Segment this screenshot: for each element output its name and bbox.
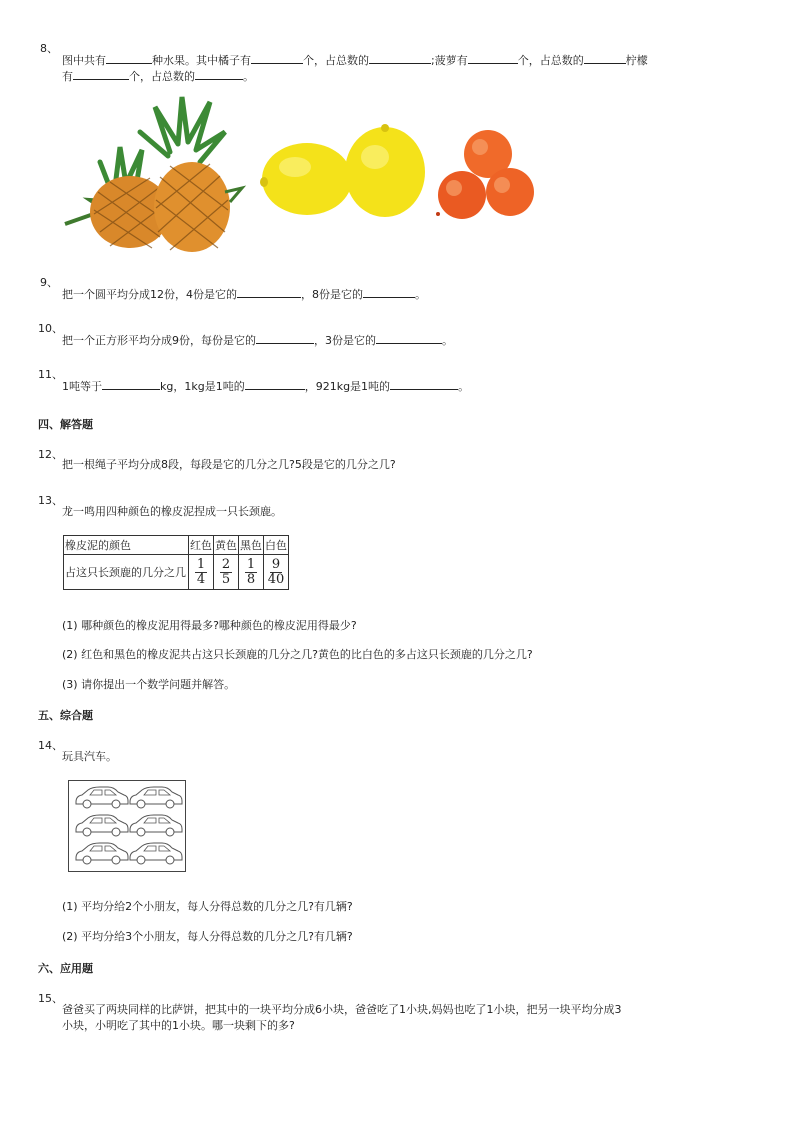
fruit-illustration bbox=[60, 92, 550, 257]
fraction-denominator: 40 bbox=[267, 571, 285, 587]
q13-table bbox=[63, 535, 289, 590]
q8-blank-lemon-count[interactable] bbox=[73, 68, 129, 80]
table-header-cell: 黑色 bbox=[239, 536, 264, 555]
q13-sub-1: (1) 哪种颜色的橡皮泥用得最多?哪种颜色的橡皮泥用得最少? bbox=[62, 619, 357, 632]
q11-blank-2[interactable] bbox=[245, 378, 305, 390]
q9-text: ，8份是它的 bbox=[301, 288, 363, 301]
q8-text: 有 bbox=[62, 70, 73, 83]
q9-number: 9、 bbox=[40, 276, 58, 289]
q10-text: ，3份是它的 bbox=[314, 334, 376, 347]
q11-text: kg，1kg是1吨的 bbox=[160, 380, 245, 393]
fraction-numerator: 1 bbox=[196, 556, 206, 572]
q10-line bbox=[62, 332, 453, 348]
fraction-denominator: 4 bbox=[196, 571, 206, 587]
q8-text: ;菠萝有 bbox=[431, 54, 468, 67]
table-fraction-cell bbox=[189, 555, 214, 590]
q13-sub-3: (3) 请你提出一个数学问题并解答。 bbox=[62, 678, 236, 691]
table-header-cell: 橡皮泥的颜色 bbox=[64, 536, 189, 555]
q8-text: 柠檬 bbox=[625, 54, 648, 67]
q14-sub-1: (1) 平均分给2个小朋友，每人分得总数的几分之几?有几辆? bbox=[62, 900, 353, 913]
fraction-numerator: 9 bbox=[271, 556, 281, 572]
table-header-cell: 白色 bbox=[264, 536, 289, 555]
q11-blank-1[interactable] bbox=[102, 378, 160, 390]
fraction-numerator: 2 bbox=[221, 556, 231, 572]
q11-text: ，921kg是1吨的 bbox=[304, 380, 391, 393]
q9-text: 。 bbox=[415, 288, 426, 301]
fraction bbox=[268, 558, 285, 587]
q8-text: 图中共有 bbox=[62, 54, 106, 67]
q8-text: 。 bbox=[243, 70, 254, 83]
q8-number: 8、 bbox=[40, 42, 58, 55]
q8-text: 个，占总数的 bbox=[517, 54, 584, 67]
q8-blank-orange-count[interactable] bbox=[251, 52, 303, 64]
fraction bbox=[220, 558, 232, 587]
q8-blank-orange-fraction[interactable] bbox=[369, 52, 431, 64]
fraction bbox=[245, 558, 257, 587]
q11-blank-3[interactable] bbox=[390, 378, 458, 390]
table-header-cell: 红色 bbox=[189, 536, 214, 555]
q10-blank-2[interactable] bbox=[376, 332, 442, 344]
q8-line-2 bbox=[62, 68, 254, 84]
q15-number: 15、 bbox=[38, 992, 63, 1005]
q10-blank-1[interactable] bbox=[256, 332, 314, 344]
section-heading-5: 五、综合题 bbox=[38, 709, 93, 722]
table-fraction-cell bbox=[239, 555, 264, 590]
q9-blank-2[interactable] bbox=[363, 286, 415, 298]
q10-text: 。 bbox=[442, 334, 453, 347]
q11-number: 11、 bbox=[38, 368, 63, 381]
q9-text: 把一个圆平均分成12份，4份是它的 bbox=[62, 288, 237, 301]
q8-line-1 bbox=[62, 52, 648, 68]
q11-line bbox=[62, 378, 469, 394]
q14-number: 14、 bbox=[38, 739, 63, 752]
table-fraction-cell bbox=[264, 555, 289, 590]
q13-sub-2: (2) 红色和黑色的橡皮泥共占这只长颈鹿的几分之几?黄色的比白色的多占这只长颈鹿的几分之几? bbox=[62, 648, 533, 661]
section-heading-4: 四、解答题 bbox=[38, 418, 93, 431]
q9-line bbox=[62, 286, 426, 302]
table-row bbox=[64, 555, 289, 590]
lemon-image bbox=[260, 124, 425, 217]
q12-text: 把一根绳子平均分成8段，每段是它的几分之几?5段是它的几分之几? bbox=[62, 458, 396, 471]
q8-blank-lemon-fraction[interactable] bbox=[195, 68, 243, 80]
q8-blank-pineapple-count[interactable] bbox=[468, 52, 518, 64]
q10-text: 把一个正方形平均分成9份，每份是它的 bbox=[62, 334, 256, 347]
q10-number: 10、 bbox=[38, 322, 63, 335]
q8-text: 种水果。其中橘子有 bbox=[152, 54, 251, 67]
q8-text: 个，占总数的 bbox=[129, 70, 195, 83]
q14-sub-2: (2) 平均分给3个小朋友，每人分得总数的几分之几?有几辆? bbox=[62, 930, 353, 943]
q14-text: 玩具汽车。 bbox=[62, 750, 117, 763]
table-row-label: 占这只长颈鹿的几分之几 bbox=[64, 555, 189, 590]
table-header-cell: 黄色 bbox=[214, 536, 239, 555]
q11-text: 。 bbox=[458, 380, 470, 393]
fraction-numerator: 1 bbox=[246, 556, 256, 572]
table-row bbox=[64, 536, 289, 555]
q12-number: 12、 bbox=[38, 448, 63, 461]
q9-blank-1[interactable] bbox=[237, 286, 301, 298]
q13-text: 龙一鸣用四种颜色的橡皮泥捏成一只长颈鹿。 bbox=[62, 505, 282, 518]
section-heading-6: 六、应用题 bbox=[38, 962, 93, 975]
q8-blank-pineapple-fraction[interactable] bbox=[584, 52, 626, 64]
fraction-denominator: 5 bbox=[221, 571, 231, 587]
q15-line-2: 小块，小明吃了其中的1小块。哪一块剩下的多? bbox=[62, 1019, 295, 1032]
fraction-denominator: 8 bbox=[246, 571, 256, 587]
table-fraction-cell bbox=[214, 555, 239, 590]
q13-number: 13、 bbox=[38, 494, 63, 507]
q8-text: 个，占总数的 bbox=[303, 54, 369, 67]
pineapple-image bbox=[65, 97, 242, 252]
toy-cars-image bbox=[68, 780, 186, 872]
q11-text: 1吨等于 bbox=[62, 380, 102, 393]
orange-image bbox=[436, 130, 534, 219]
fraction bbox=[195, 558, 207, 587]
q15-line-1: 爸爸买了两块同样的比萨饼，把其中的一块平均分成6小块，爸爸吃了1小块,妈妈也吃了1小块，把另一块平均分成3 bbox=[62, 1003, 622, 1016]
q8-blank-kinds[interactable] bbox=[106, 52, 152, 64]
